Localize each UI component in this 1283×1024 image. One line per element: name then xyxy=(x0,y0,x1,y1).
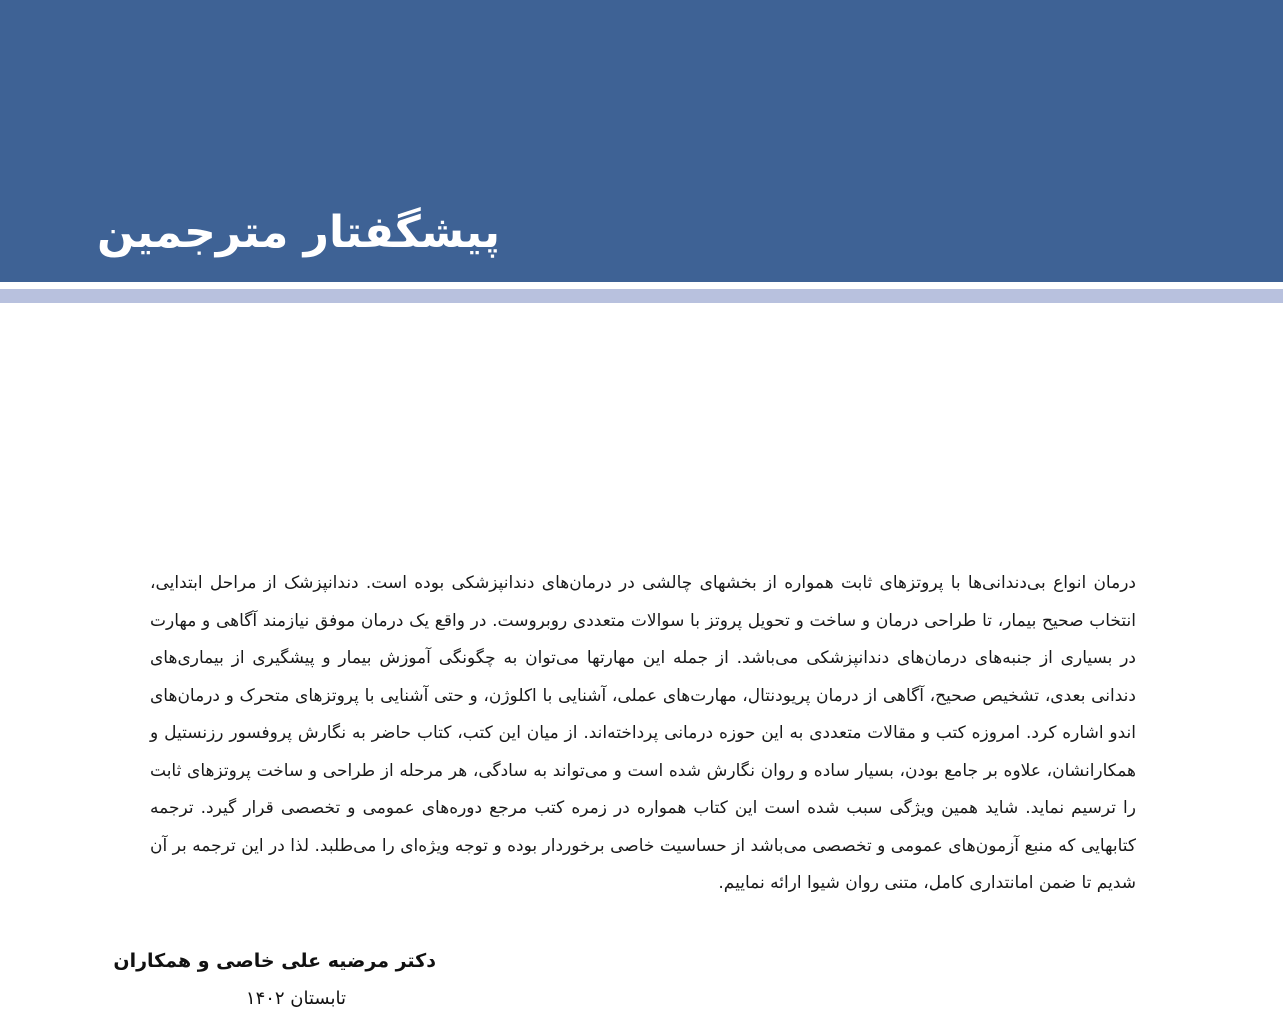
preface-paragraph: درمان انواع بی‌دندانی‌ها با پروتزهای ثابت همواره از بخشهای چالشی در درمان‌های دندانپزشکی بوده است. دندانپزشک از مراحل ابتدایی، انتخاب صحیح بیمار، تا طراحی درمان و ساخت و تحویل پروتز با سوالات متعددی روبروست. در واقع یک درمان موفق نیازمند آگاهی و مهارت در بسیاری از جنبه‌های درمان‌های دندانپزشکی می‌باشد. از جمله این مهارتها می‌توان به چگونگی آموزش بیمار و پیشگیری از بیماری‌های دندانی بعدی، تشخیص صحیح، آگاهی از درمان پریودنتال، مهارت‌های عملی، آشنایی با اکلوژن، و حتی آشنایی با پروتزهای متحرک و درمان‌های اندو اشاره کرد. امروزه کتب و مقالات متعددی به این حوزه درمانی پرداخته‌اند. از میان این کتب، کتاب حاضر به نگارش پروفسور رزنستیل و همکارانشان، علاوه بر جامع بودن، بسیار ساده و روان نگارش شده است و می‌تواند به سادگی، هر مرحله از طراحی و ساخت پروتزهای ثابت را ترسیم نماید. شاید همین ویژگی سبب شده است این کتاب همواره در زمره کتب مرجع دوره‌های عمومی و تخصصی قرار گیرد. ترجمه کتابهایی که منبع آزمون‌های عمومی و تخصصی می‌باشد از حساسیت خاصی برخوردار بوده و توجه ویژه‌ای را می‌طلبد. لذا در این ترجمه بر آن شدیم تا ضمن امانتداری کامل، متنی روان شیوا ارائه نماییم. xyxy=(150,573,1136,893)
header-divider-stripe xyxy=(0,289,1283,303)
translator-signature: دکتر مرضیه علی خاصی و همکاران xyxy=(113,950,436,972)
page-title: پیشگفتار مترجمین xyxy=(97,207,500,258)
preface-date: تابستان ۱۴۰۲ xyxy=(245,988,346,1009)
